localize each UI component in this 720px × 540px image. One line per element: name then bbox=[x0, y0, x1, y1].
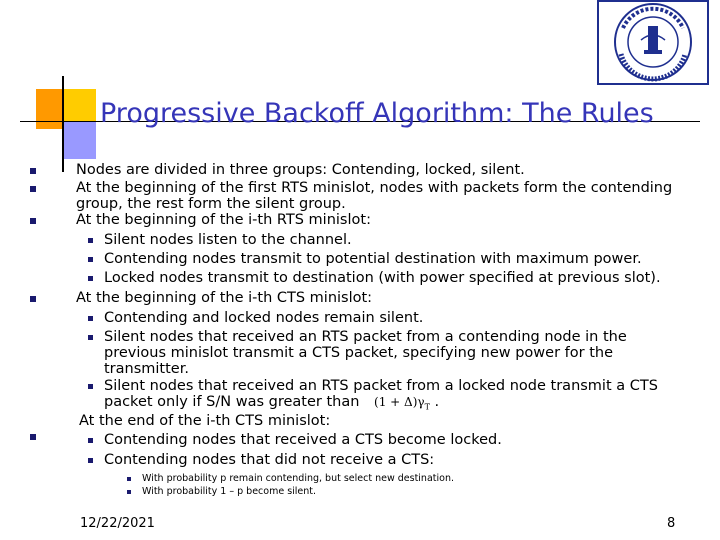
sub-bullet-marker bbox=[88, 316, 93, 321]
sub-bullet-text: Silent nodes listen to the channel. bbox=[104, 232, 352, 248]
bullet-text: Nodes are divided in three groups: Contending, locked, silent. bbox=[76, 162, 525, 178]
sub-bullet-marker bbox=[88, 438, 93, 443]
sub-bullet-marker bbox=[88, 238, 93, 243]
sub-bullet-marker bbox=[88, 458, 93, 463]
threshold-formula-main: (1 + Δ)γ bbox=[374, 395, 425, 409]
bullet-text: At the end of the i-th CTS minislot: bbox=[79, 413, 331, 429]
sub-sub-bullet-marker bbox=[127, 477, 131, 481]
sub-bullet-marker bbox=[88, 276, 93, 281]
sub-bullet-text: Contending nodes transmit to potential destination with maximum power. bbox=[104, 251, 642, 267]
sub-bullet-text: Contending nodes that did not receive a CTS: bbox=[104, 452, 435, 468]
slide-page-number: 8 bbox=[667, 516, 676, 531]
sub-sub-bullet-text: With probability 1 – p become silent. bbox=[142, 486, 317, 497]
bullet-marker bbox=[30, 168, 36, 174]
sub-bullet-marker bbox=[88, 257, 93, 262]
sub-bullet-text-part: packet only if S/N was greater than bbox=[104, 394, 360, 410]
sub-bullet-text: Silent nodes that received an RTS packet from a locked node transmit a CTS bbox=[104, 378, 658, 394]
sub-bullet-text: Silent nodes that received an RTS packet from a contending node in the bbox=[104, 329, 627, 345]
sub-sub-bullet-text: With probability p remain contending, but select new destination. bbox=[142, 473, 454, 484]
decor-vertical-line bbox=[62, 76, 64, 172]
bullet-marker bbox=[30, 218, 36, 224]
bullet-marker bbox=[30, 296, 36, 302]
sub-bullet-text-continuation: transmitter. bbox=[104, 361, 189, 377]
sub-bullet-text-continuation: previous minislot transmit a CTS packet, specifying new power for the bbox=[104, 345, 613, 361]
decor-blue-square bbox=[64, 121, 96, 159]
bullet-text: At the beginning of the i-th RTS minislot: bbox=[76, 212, 371, 228]
sub-bullet-marker bbox=[88, 335, 93, 340]
decor-yellow-square bbox=[64, 89, 96, 121]
slide-title: Progressive Backoff Algorithm: The Rules bbox=[100, 98, 654, 129]
university-seal-icon bbox=[597, 0, 709, 85]
bullet-marker bbox=[30, 434, 36, 440]
threshold-formula-subscript: T bbox=[424, 402, 430, 412]
sub-bullet-text: Locked nodes transmit to destination (with power specified at previous slot). bbox=[104, 270, 661, 286]
sub-sub-bullet-marker bbox=[127, 490, 131, 494]
bullet-text: At the beginning of the i-th CTS minislot: bbox=[76, 290, 373, 306]
threshold-formula-suffix: . bbox=[434, 394, 440, 410]
slide-date: 12/22/2021 bbox=[80, 516, 155, 531]
bullet-marker bbox=[30, 186, 36, 192]
bullet-text-continuation: group, the rest form the silent group. bbox=[76, 196, 346, 212]
threshold-formula bbox=[374, 395, 430, 412]
sub-bullet-marker bbox=[88, 384, 93, 389]
sub-bullet-text: Contending and locked nodes remain silent. bbox=[104, 310, 424, 326]
bullet-text: At the beginning of the first RTS minislot, nodes with packets form the contending bbox=[76, 180, 673, 196]
sub-bullet-text: Contending nodes that received a CTS become locked. bbox=[104, 432, 502, 448]
